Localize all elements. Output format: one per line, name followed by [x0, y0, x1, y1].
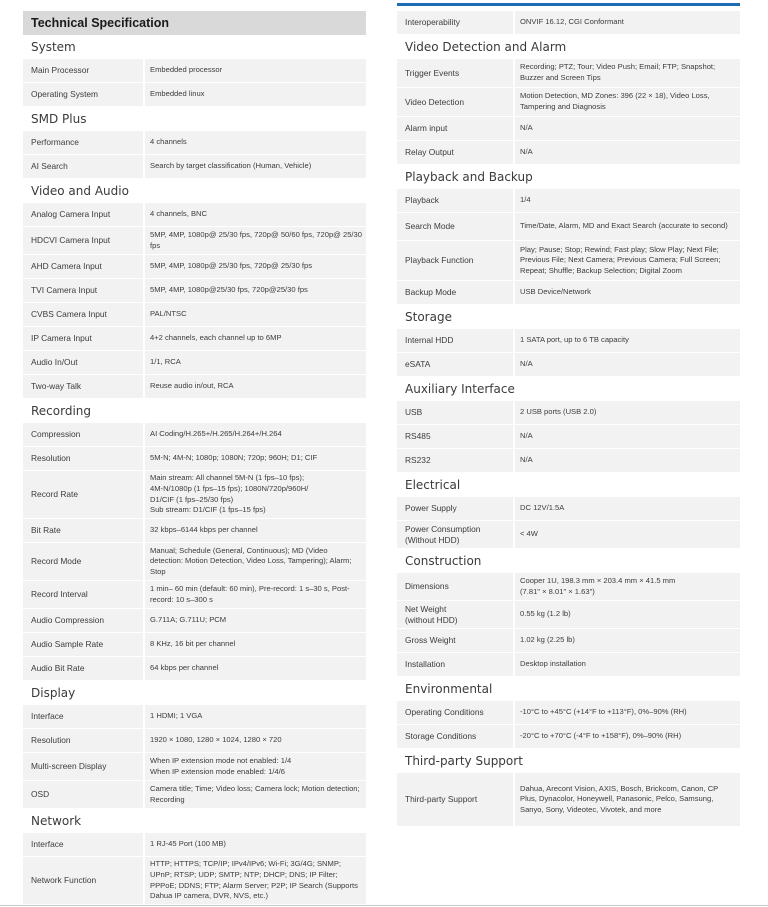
- spec-row: [397, 189, 740, 213]
- spec-value: N/A: [520, 359, 533, 369]
- spec-row: [23, 203, 366, 227]
- spec-label: TVI Camera Input: [23, 279, 145, 302]
- section-heading: Network: [31, 814, 82, 828]
- spec-value: Desktop installation: [520, 659, 586, 669]
- spec-label: Backup Mode: [397, 281, 515, 304]
- spec-row: [23, 543, 366, 581]
- spec-value: 4 channels, BNC: [150, 209, 207, 219]
- spec-value: Cooper 1U, 198.3 mm × 203.4 mm × 41.5 mm (7.81" × 8.01" × 1.63"): [520, 575, 676, 596]
- spec-value: Embedded processor: [150, 65, 223, 75]
- section-heading: System: [31, 40, 76, 54]
- spec-value: 1.02 kg (2.25 lb): [520, 635, 575, 645]
- spec-value: 2 USB ports (USB 2.0): [520, 407, 597, 417]
- spec-value: 4 channels: [150, 137, 187, 147]
- spec-label: Interface: [23, 833, 145, 856]
- spec-value: 1 RJ-45 Port (100 MB): [150, 839, 226, 849]
- section-heading: Storage: [405, 310, 452, 324]
- spec-label: OSD: [23, 781, 145, 808]
- spec-value: N/A: [520, 455, 533, 465]
- spec-label: Record Interval: [23, 581, 145, 608]
- spec-row: [397, 725, 740, 749]
- spec-label: IP Camera Input: [23, 327, 145, 350]
- spec-label: Audio Sample Rate: [23, 633, 145, 656]
- spec-row: [23, 833, 366, 857]
- spec-row: [397, 629, 740, 653]
- spec-label: Internal HDD: [397, 329, 515, 352]
- left-column: [23, 11, 366, 905]
- spec-value: Play; Pause; Stop; Rewind; Fast play; Slow Play; Next File; Previous File; Next Camera; Previous Camera; Full Screen; Repeat; Shuffle; Backup Selection; Digital Zoom: [520, 244, 721, 275]
- spec-value: 1 min– 60 min (default: 60 min), Pre-record: 1 s–30 s, Post-record: 10 s–300 s: [150, 583, 350, 604]
- spec-label: Multi-screen Display: [23, 753, 145, 780]
- spec-value: DC 12V/1.5A: [520, 503, 565, 513]
- left-spec-list: [23, 35, 366, 905]
- spec-value: Dahua, Arecont Vision, AXIS, Bosch, Brickcom, Canon, CP Plus, Dynacolor, Honeywell, Panasonic, Pelco, Samsung, Sanyo, Sony, Videotec, Vivotek, and more: [520, 783, 719, 814]
- spec-row: [23, 59, 366, 83]
- section-heading: Playback and Backup: [405, 170, 533, 184]
- spec-row: [23, 519, 366, 543]
- spec-value: Time/Date, Alarm, MD and Exact Search (accurate to second): [520, 221, 728, 231]
- spec-label: Operating Conditions: [397, 701, 515, 724]
- spec-label: CVBS Camera Input: [23, 303, 145, 326]
- spec-row: [23, 375, 366, 399]
- spec-value: 64 kbps per channel: [150, 663, 219, 673]
- spec-label: Two-way Talk: [23, 375, 145, 398]
- spec-row: [397, 353, 740, 377]
- spec-row: [397, 773, 740, 827]
- spec-label: Analog Camera Input: [23, 203, 145, 226]
- spec-label: Playback Function: [397, 241, 515, 280]
- spec-value: 5MP, 4MP, 1080p@ 25/30 fps, 720p@ 25/30 fps: [150, 261, 313, 271]
- spec-value: 0.55 kg (1.2 lb): [520, 609, 571, 619]
- spec-value: 4+2 channels, each channel up to 6MP: [150, 333, 282, 343]
- spec-value: Search by target classification (Human, Vehicle): [150, 161, 312, 171]
- spec-value: When IP extension mode not enabled: 1/4 When IP extension mode enabled: 1/4/6: [150, 755, 292, 776]
- spec-value: AI Coding/H.265+/H.265/H.264+/H.264: [150, 429, 282, 439]
- spec-label: Audio Bit Rate: [23, 657, 145, 680]
- spec-value: Recording; PTZ; Tour; Video Push; Email; FTP; Snapshot; Buzzer and Screen Tips: [520, 62, 716, 82]
- spec-value: Motion Detection, MD Zones: 396 (22 × 18), Video Loss, Tampering and Diagnosis: [520, 91, 710, 111]
- spec-value: 32 kbps–6144 kbps per channel: [150, 525, 258, 535]
- spec-value: Reuse audio in/out, RCA: [150, 381, 234, 391]
- spec-row: [397, 88, 740, 117]
- spec-value: Main stream: All channel 5M-N (1 fps–10 fps); 4M-N/1080p (1 fps–15 fps); 1080N/720p/960H/ D1/CIF (1 fps–25/30 fps) Sub stream: D1/CIF (1 fps–15 fps): [150, 473, 309, 515]
- spec-row: [397, 141, 740, 165]
- spec-label: Storage Conditions: [397, 725, 515, 748]
- spec-row: [397, 11, 740, 35]
- spec-row: [397, 701, 740, 725]
- spec-label: Playback: [397, 189, 515, 212]
- spec-value: N/A: [520, 123, 533, 133]
- spec-label: Interface: [23, 705, 145, 728]
- spec-label: Installation: [397, 653, 515, 676]
- spec-label: Dimensions: [397, 573, 515, 600]
- section-heading: Auxiliary Interface: [405, 382, 515, 396]
- spec-value: Embedded linux: [150, 89, 205, 99]
- spec-row: [397, 449, 740, 473]
- section-heading: Display: [31, 686, 76, 700]
- section-heading: Video Detection and Alarm: [405, 40, 567, 54]
- section-heading: Construction: [405, 554, 482, 568]
- spec-label: Compression: [23, 423, 145, 446]
- spec-label: Trigger Events: [397, 59, 515, 87]
- spec-row: [397, 601, 740, 629]
- spec-label: Power Consumption (Without HDD): [397, 521, 515, 548]
- spec-value: N/A: [520, 431, 533, 441]
- spec-value: < 4W: [520, 529, 538, 539]
- section-heading: SMD Plus: [31, 112, 87, 126]
- section-heading: Recording: [31, 404, 92, 418]
- spec-label: Main Processor: [23, 59, 145, 82]
- right-spec-list: [397, 11, 740, 827]
- spec-row: [397, 281, 740, 305]
- spec-row: [23, 781, 366, 809]
- spec-label: eSATA: [397, 353, 515, 376]
- spec-label: Performance: [23, 131, 145, 154]
- spec-value: 1920 × 1080, 1280 × 1024, 1280 × 720: [150, 735, 282, 745]
- spec-row: [23, 423, 366, 447]
- spec-value: 5MP, 4MP, 1080p@25/30 fps, 720p@25/30 fps: [150, 285, 308, 295]
- spec-row: [397, 117, 740, 141]
- spec-row: [23, 303, 366, 327]
- spec-row: [23, 255, 366, 279]
- spec-row: [23, 447, 366, 471]
- spec-value: N/A: [520, 147, 533, 157]
- spec-value: PAL/NTSC: [150, 309, 187, 319]
- spec-row: [23, 351, 366, 375]
- spec-label: AHD Camera Input: [23, 255, 145, 278]
- section-heading: Environmental: [405, 682, 493, 696]
- spec-label: USB: [397, 401, 515, 424]
- top-accent-bar: [397, 3, 740, 6]
- spec-label: Video Detection: [397, 88, 515, 116]
- spec-row: [397, 329, 740, 353]
- spec-row: [397, 425, 740, 449]
- spec-label: Record Mode: [23, 543, 145, 580]
- spec-row: [23, 729, 366, 753]
- spec-value: 5M-N; 4M-N; 1080p; 1080N; 720p; 960H; D1; CIF: [150, 453, 318, 463]
- spec-row: [397, 59, 740, 88]
- spec-value: -20°C to +70°C (-4°F to +158°F), 0%–90% (RH): [520, 731, 682, 741]
- spec-value: Manual; Schedule (General, Continuous); MD (Video detection: Motion Detection, Video Loss, Tampering); Alarm; Stop: [150, 545, 352, 576]
- page-title: Technical Specification: [23, 11, 366, 35]
- spec-label: Third-party Support: [397, 773, 515, 826]
- spec-value: Camera title; Time; Video loss; Camera lock; Motion detection; Recording: [150, 783, 360, 804]
- spec-row: [23, 753, 366, 781]
- spec-row: [397, 241, 740, 281]
- spec-value: USB Device/Network: [520, 287, 591, 297]
- spec-label: Gross Weight: [397, 629, 515, 652]
- spec-row: [397, 213, 740, 241]
- spec-row: [23, 327, 366, 351]
- spec-value: 1/1, RCA: [150, 357, 181, 367]
- section-heading: Third-party Support: [405, 754, 523, 768]
- spec-value: ONVIF 16.12, CGI Conformant: [520, 17, 624, 27]
- spec-label: Search Mode: [397, 213, 515, 240]
- spec-row: [23, 471, 366, 519]
- spec-label: Network Function: [23, 857, 145, 904]
- spec-row: [23, 131, 366, 155]
- spec-label: RS232: [397, 449, 515, 472]
- spec-row: [397, 653, 740, 677]
- spec-label: Audio Compression: [23, 609, 145, 632]
- spec-label: Audio In/Out: [23, 351, 145, 374]
- spec-row: [397, 497, 740, 521]
- spec-row: [23, 705, 366, 729]
- spec-value: -10°C to +45°C (+14°F to +113°F), 0%–90% (RH): [520, 707, 687, 717]
- spec-row: [397, 401, 740, 425]
- spec-row: [23, 227, 366, 255]
- spec-row: [23, 279, 366, 303]
- spec-label: Operating System: [23, 83, 145, 106]
- spec-row: [23, 633, 366, 657]
- spec-value: 1/4: [520, 195, 531, 205]
- spec-value: 1 HDMI; 1 VGA: [150, 711, 203, 721]
- bottom-divider: [0, 905, 768, 906]
- spec-label: Record Rate: [23, 471, 145, 518]
- spec-row: [23, 857, 366, 905]
- spec-label: RS485: [397, 425, 515, 448]
- spec-row: [23, 83, 366, 107]
- spec-label: Alarm input: [397, 117, 515, 140]
- spec-value: HTTP; HTTPS; TCP/IP; IPv4/IPv6; Wi-Fi; 3G/4G; SNMP; UPnP; RTSP; UDP; SMTP; NTP; DHCP; DNS; IP Filter; PPPoE; DDNS; FTP; Alarm Server; P2P; IP Search (Supports Dahua IP camera, DVR, NVS, etc.): [150, 859, 358, 901]
- spec-label: AI Search: [23, 155, 145, 178]
- spec-row: [23, 657, 366, 681]
- spec-row: [23, 155, 366, 179]
- spec-label: Resolution: [23, 729, 145, 752]
- spec-label: Interoperability: [397, 11, 515, 34]
- spec-value: 5MP, 4MP, 1080p@ 25/30 fps, 720p@ 50/60 fps, 720p@ 25/30 fps: [150, 229, 362, 250]
- spec-label: Power Supply: [397, 497, 515, 520]
- spec-label: Net Weight (without HDD): [397, 601, 515, 628]
- spec-row: [23, 609, 366, 633]
- right-column: [397, 11, 740, 827]
- spec-label: HDCVI Camera Input: [23, 227, 145, 254]
- spec-row: [397, 521, 740, 549]
- spec-value: G.711A; G.711U; PCM: [150, 615, 227, 625]
- spec-row: [23, 581, 366, 609]
- spec-label: Resolution: [23, 447, 145, 470]
- spec-label: Bit Rate: [23, 519, 145, 542]
- spec-value: 8 KHz, 16 bit per channel: [150, 639, 236, 649]
- section-heading: Electrical: [405, 478, 461, 492]
- section-heading: Video and Audio: [31, 184, 129, 198]
- spec-label: Relay Output: [397, 141, 515, 164]
- spec-value: 1 SATA port, up to 6 TB capacity: [520, 335, 629, 345]
- spec-row: [397, 573, 740, 601]
